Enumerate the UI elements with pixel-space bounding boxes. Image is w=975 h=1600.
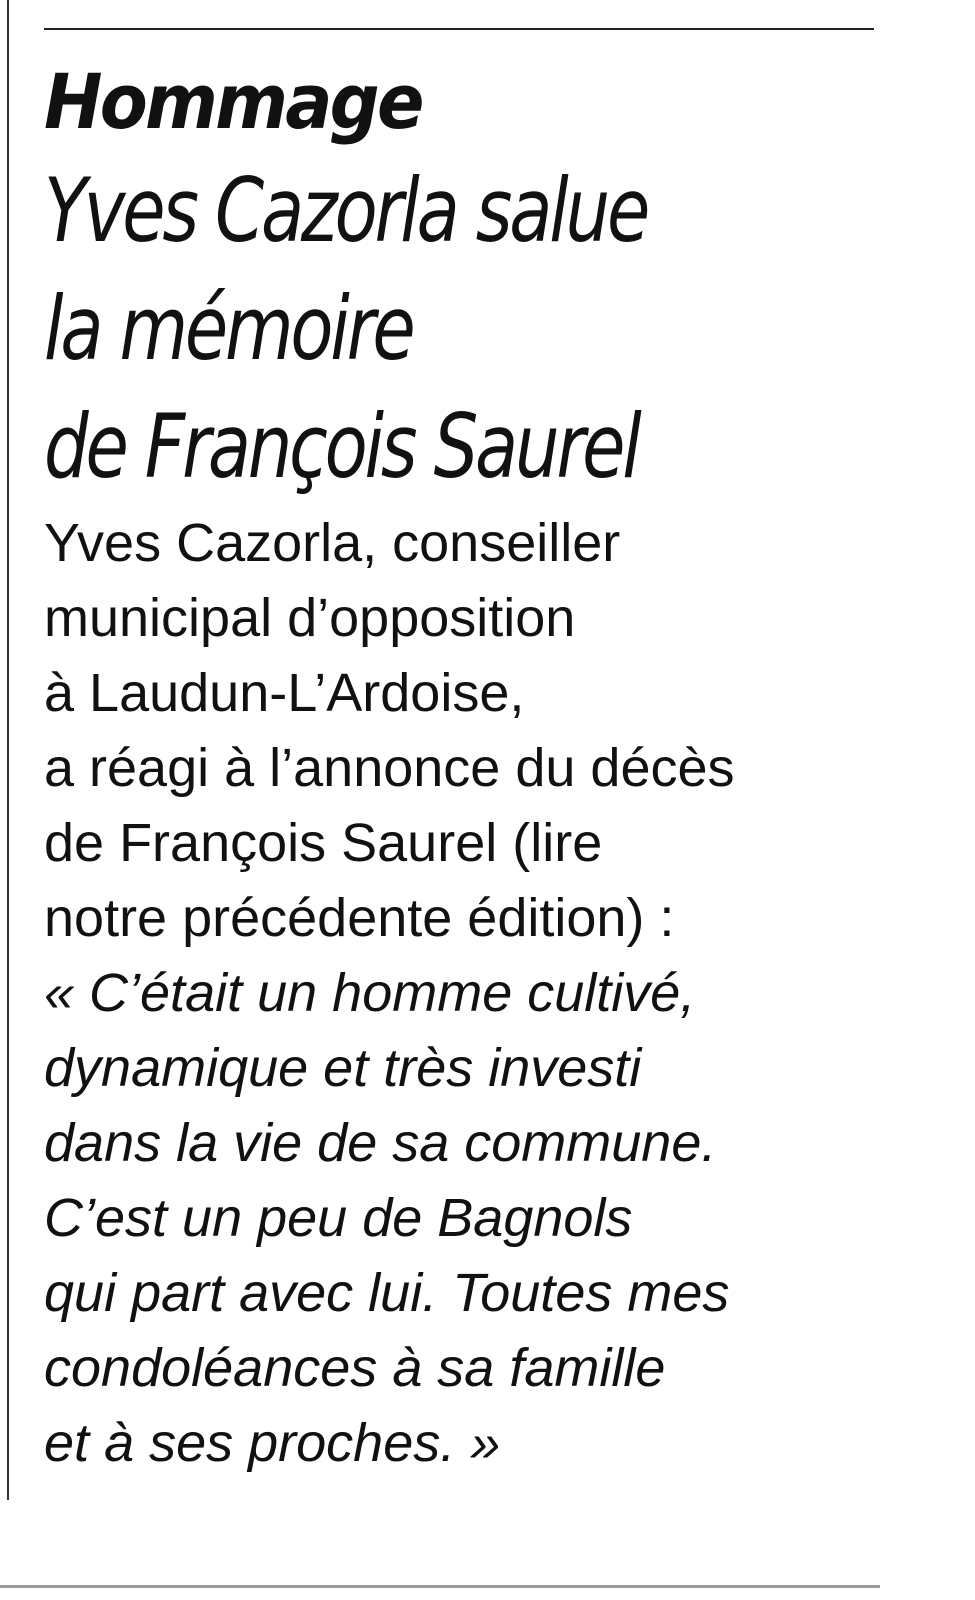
- kicker: Hommage: [44, 57, 422, 146]
- quote-line: dans la vie de sa commune.: [44, 1113, 717, 1173]
- quote-line: « C’était un homme cultivé,: [44, 963, 696, 1023]
- body-line: municipal d’opposition: [44, 588, 576, 648]
- quote-paragraph: [44, 956, 924, 1481]
- quote-line: qui part avec lui. Toutes mes: [44, 1263, 730, 1323]
- column-rule-left: [7, 0, 9, 1500]
- body-line: Yves Cazorla, conseiller: [44, 513, 621, 573]
- quote-line: et à ses proches. »: [44, 1413, 501, 1473]
- news-brief: [44, 52, 924, 1481]
- headline: [44, 152, 748, 506]
- quote-line: C’est un peu de Bagnols: [44, 1188, 633, 1248]
- body-line: de François Saurel (lire: [44, 813, 603, 873]
- bottom-rule: [0, 1585, 880, 1588]
- top-rule: [44, 28, 874, 30]
- quote-line: dynamique et très investi: [44, 1038, 642, 1098]
- body-line: a réagi à l’annonce du décès: [44, 738, 735, 798]
- headline-line: la mémoire: [44, 277, 413, 380]
- body-line: notre précédente édition) :: [44, 888, 675, 948]
- body-paragraph: [44, 506, 924, 956]
- headline-line: Yves Cazorla salue: [44, 159, 648, 262]
- body-line: à Laudun-L’Ardoise,: [44, 663, 525, 723]
- quote-line: condoléances à sa famille: [44, 1338, 666, 1398]
- headline-line: de François Saurel: [44, 395, 639, 498]
